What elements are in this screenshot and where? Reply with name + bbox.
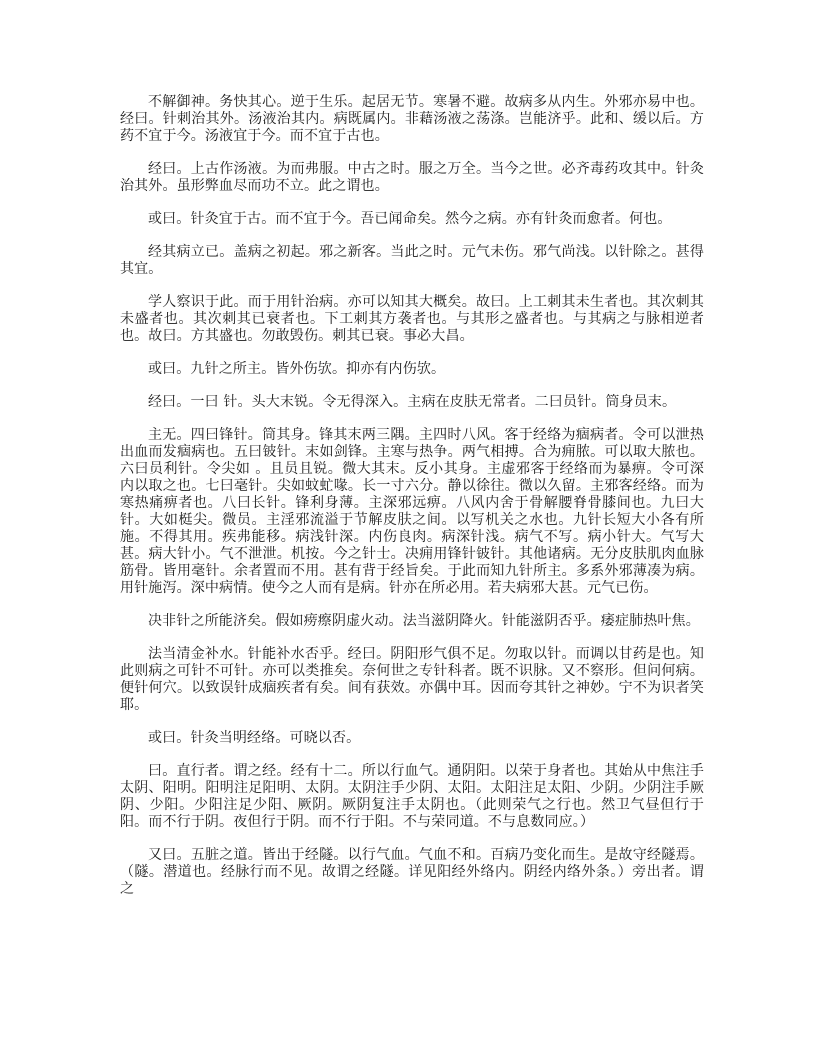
paragraph: 经曰。一曰 针。头大末锐。令无得深入。主病在皮肤无常者。二曰员针。筒身员末。 (148, 394, 677, 410)
paragraph: 决非针之所能济矣。假如痨瘵阴虚火动。法当滋阴降火。针能滋阴否乎。痿症肺热叶焦。 (148, 613, 700, 629)
paragraph: 曰。直行者。谓之经。经有十二。所以行血气。通阴阳。以荣于身者也。其始从中焦注手太阴、阳明。阳明注足阳明、太阴。太阴注手少阴、太阳。太阳注足太阳、少阴。少阴注手厥阴、少阳。少阳注足少阳、厥阴。厥阴复注手太阴也。（此则荣气之行也。然卫气昼但行于阳。而不行于阴。夜但行于阴。而不行于阳。不与荣同道。不与息数同应。） (120, 763, 704, 830)
paragraph: 学人察识于此。而于用针治病。亦可以知其大概矣。故曰。上工刺其未生者也。其次刺其未盛者也。其次刺其已衰者也。下工刺其方袭者也。与其形之盛者也。与其病之与脉相逆者也。故曰。方其盛也。勿敢毁伤。刺其已衰。事必大昌。 (120, 294, 704, 344)
paragraph: 不解御神。务快其心。逆于生乐。起居无节。寒暑不避。故病多从内生。外邪亦易中也。经曰。针刺治其外。汤液治其内。病既属内。非藉汤液之荡涤。岂能济乎。此和、缓以后。方药不宜于今。汤液宜于今。而不宜于古也。 (120, 94, 704, 144)
document-page (120, 94, 704, 914)
paragraph: 或曰。针灸当明经络。可晓以否。 (148, 730, 361, 746)
paragraph: 经其病立已。盖病之初起。邪之新客。当此之时。元气未伤。邪气尚浅。以针除之。甚得其宜。 (120, 244, 704, 277)
paragraph: 经曰。上古作汤液。为而弗服。中古之时。服之万全。当今之世。必齐毒药攻其中。针灸治其外。虽形弊血尽而功不立。此之谓也。 (120, 161, 704, 194)
paragraph: 或曰。九针之所主。皆外伤欤。抑亦有内伤欤。 (148, 361, 446, 377)
paragraph: 主无。四曰锋针。筒其身。锋其末两三隅。主四时八风。客于经络为痼病者。令可以泄热出血而发痼病也。五曰铍针。末如剑锋。主寒与热争。两气相搏。合为痈脓。可以取大脓也。六曰员利针。令尖如 。且员且锐。微大其末。反小其身。主虚邪客于经络而为暴痹。令可深内以取之也。七曰毫针。尖如蚊虻喙。长一寸六分。静以徐往。微以久留。主邪客经络。而为寒热痛痹者也。八曰长针。锋利身薄。主深邪远痹。八风内舍于骨解腰脊骨膝间也。九曰大针。大如梃尖。微员。主淫邪流溢于节解皮肤之间。以写机关之水也。九针长短大小各有所施。不得其用。疾弗能移。病浅针深。内伤良肉。病深针浅。病气不写。病小针大。气写大甚。病大针小。气不泄泄。机按。今之针士。决痈用锋针铍针。其他诸病。无分皮肤肌肉血脉筋骨。皆用毫针。余者置而不用。甚有背于经旨矣。于此而知九针所主。多系外邪薄凑为病。用针施泻。深中病情。使今之人而有是病。针亦在所必用。若夫病邪大甚。元气已伤。 (120, 427, 704, 596)
paragraph: 又曰。五脏之道。皆出于经隧。以行气血。气血不和。百病乃变化而生。是故守经隧焉。（隧。潜道也。经脉行而不见。故谓之经隧。详见阳经外络内。阴经内络外条。）旁出者。谓之 (120, 847, 704, 897)
paragraph: 法当清金补水。针能补水否乎。经曰。阴阳形气俱不足。勿取以针。而调以甘药是也。知此则病之可针不可针。亦可以类推矣。奈何世之专针科者。既不识脉。又不察形。但问何病。便针何穴。以致误针成痼疾者有矣。间有获效。亦偶中耳。因而夸其针之神妙。宁不为识者笑耶。 (120, 646, 704, 713)
paragraph: 或曰。针灸宜于古。而不宜于今。吾已闻命矣。然今之病。亦有针灸而愈者。何也。 (148, 211, 672, 227)
